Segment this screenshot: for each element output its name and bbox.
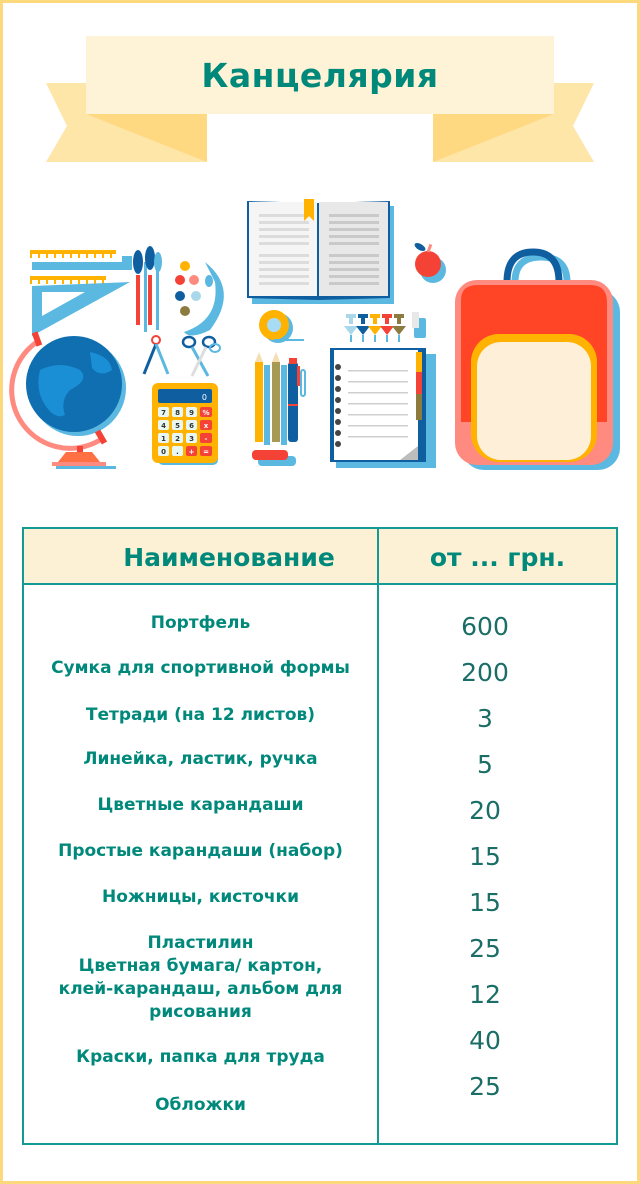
table-row-price: 5 <box>477 750 493 779</box>
table-row-name: Цветные карандаши <box>97 795 304 815</box>
table-row-name: Краски, папка для труда <box>76 1047 325 1067</box>
table-row-name: Линейка, ластик, ручка <box>83 749 318 769</box>
svg-text:%: % <box>202 409 210 417</box>
compass-icon <box>144 336 168 374</box>
svg-text:4: 4 <box>161 422 166 430</box>
table-row-name: Тетради (на 12 листов) <box>85 705 316 725</box>
table-row-price: 200 <box>461 658 509 687</box>
pencils-icon <box>255 352 287 445</box>
scissors-icon <box>183 337 220 376</box>
svg-text:3: 3 <box>189 435 194 443</box>
svg-text:1: 1 <box>161 435 166 443</box>
svg-text:5: 5 <box>175 422 180 430</box>
table-row-name: Цветная бумага/ картон, <box>78 956 323 976</box>
table-row-name: Пластилин <box>147 933 254 953</box>
table-row-name: Сумка для спортивной формы <box>51 658 350 678</box>
table-row-price: 15 <box>469 842 501 871</box>
svg-text:9: 9 <box>189 409 194 417</box>
eraser-icon <box>252 450 296 466</box>
tape-icon <box>259 310 304 343</box>
table-row-name: Портфель <box>150 613 251 633</box>
page-title: Канцелярия <box>201 55 439 95</box>
stationery-illustration <box>0 190 640 480</box>
table-row-price: 40 <box>469 1026 501 1055</box>
triangle-ruler-icon <box>32 282 130 336</box>
svg-text:-: - <box>204 435 208 443</box>
globe-icon <box>12 331 126 469</box>
svg-text:0: 0 <box>161 448 166 456</box>
table-row-price: 20 <box>469 796 501 825</box>
rulers-icon <box>30 250 132 284</box>
svg-text:x: x <box>203 422 209 430</box>
column-header-name: Наименование <box>123 542 335 572</box>
svg-text:6: 6 <box>189 422 194 430</box>
calculator-icon <box>152 383 218 465</box>
price-table <box>22 527 618 1145</box>
sharpener-icon <box>412 312 426 338</box>
svg-text:+: + <box>188 448 195 456</box>
paint-brushes-icon <box>133 246 162 332</box>
open-book-icon <box>247 199 394 304</box>
table-row-name: Обложки <box>155 1095 246 1115</box>
column-header-price: от ... грн. <box>429 542 566 572</box>
table-row-name: Ножницы, кисточки <box>101 887 299 907</box>
table-row-price: 12 <box>469 980 501 1009</box>
push-pins-icon <box>344 314 406 342</box>
table-row-price: 25 <box>469 934 501 963</box>
title-banner <box>0 0 640 180</box>
table-row-name: клей-карандаш, альбом для <box>58 979 343 999</box>
table-header <box>24 529 616 585</box>
table-row-name: рисования <box>149 1002 252 1022</box>
table-row-price: 600 <box>461 612 509 641</box>
svg-text:0: 0 <box>201 393 207 402</box>
paint-palette-icon <box>175 261 224 336</box>
pen-icon <box>288 358 305 442</box>
spiral-notebook-icon <box>330 348 436 468</box>
backpack-icon <box>455 252 620 470</box>
apple-icon <box>413 241 446 283</box>
table-row-price: 15 <box>469 888 501 917</box>
table-row-name: Простые карандаши (набор) <box>58 841 343 861</box>
svg-text:7: 7 <box>161 409 166 417</box>
svg-text:8: 8 <box>175 409 180 417</box>
svg-text:.: . <box>176 448 179 456</box>
svg-text:2: 2 <box>175 435 180 443</box>
table-row-price: 25 <box>469 1072 501 1101</box>
table-row-price: 3 <box>477 704 493 733</box>
svg-text:=: = <box>203 448 209 456</box>
